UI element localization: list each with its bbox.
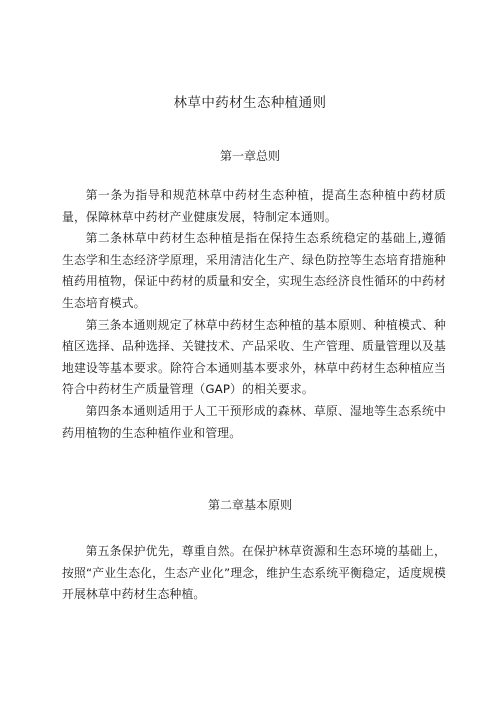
- article-2-paragraph: 第二条林草中药材生态种植是指在保持生态系统稳定的基础上,遵循生态学和生态经济学原理，采用清洁化生产、绿色防控等生态培育措施种植药用植物，保证中药材的质量和安全，实现生态经济良性循环的中药材生态培育模式。: [62, 231, 446, 310]
- article-4-paragraph: 第四条本通则适用于人工干预形成的森林、草原、湿地等生态系统中药用植物的生态种植作业和管理。: [62, 403, 446, 440]
- chapter-1-heading: 第一章总则: [219, 149, 280, 163]
- article-5-paragraph: 第五条保护优先，尊重自然。在保护林草资源和生态环境的基础上，按照“产业生态化，生态产业化”理念，维护生态系统平衡稳定，适度规模开展林草中药材生态种植。: [62, 544, 446, 602]
- document-title: 林草中药材生态种植通则: [173, 95, 327, 111]
- article-3-paragraph: 第三条本通则规定了林草中药材生态种植的基本原则、种植模式、种植区选择、品种选择、关键技术、产品采收、生产管理、质量管理以及基地建设等基本要求。除符合本通则基本要求外，林草中药材生态种植应当符合中药材生产质量管理（GAP）的相关要求。: [62, 317, 446, 397]
- chapter-2-body: [62, 541, 446, 606]
- article-1-paragraph: 第一条为指导和规范林草中药材生态种植，提高生态种植中药材质量，保障林草中药材产业健康发展，特制定本通则。: [62, 188, 446, 224]
- chapter-2-heading: 第二章基本原则: [207, 498, 292, 512]
- chapter-1-body: [62, 185, 446, 444]
